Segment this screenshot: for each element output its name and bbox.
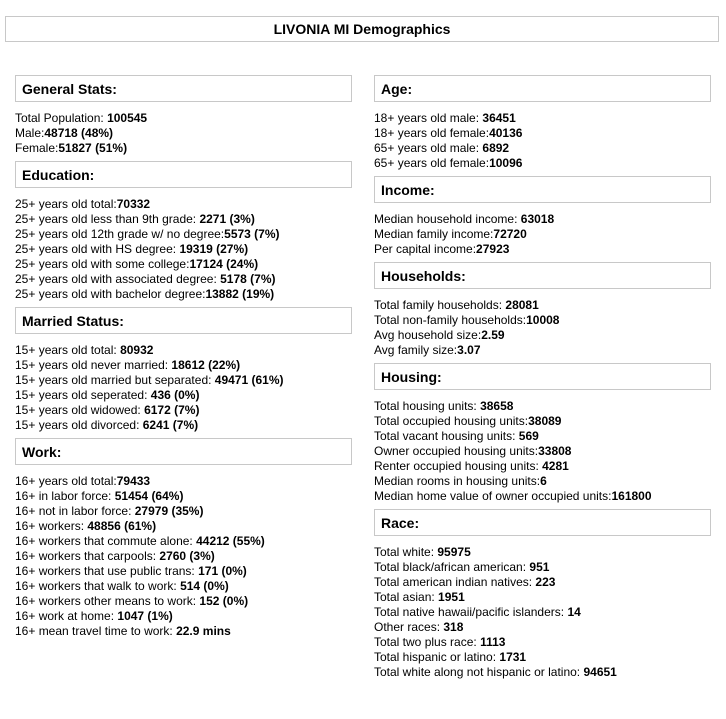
stat-value: 1113 bbox=[480, 635, 506, 649]
stat-line bbox=[374, 545, 711, 560]
stat-value: 40136 bbox=[489, 126, 523, 140]
stat-value: 2.59 bbox=[481, 328, 505, 342]
stat-label: Median household income: bbox=[374, 212, 521, 226]
stat-line bbox=[374, 313, 711, 328]
stat-line bbox=[374, 444, 711, 459]
stat-line bbox=[374, 399, 711, 414]
stat-label: Total white: bbox=[374, 545, 438, 559]
stat-label: Male: bbox=[15, 126, 45, 140]
stat-line bbox=[15, 197, 352, 212]
stat-value: 33808 bbox=[538, 444, 572, 458]
stat-line bbox=[15, 343, 352, 358]
stat-label: 16+ workers other means to work: bbox=[15, 594, 200, 608]
stat-line bbox=[374, 156, 711, 171]
section-heading: Work: bbox=[15, 438, 352, 465]
right-column bbox=[374, 75, 711, 685]
stat-line bbox=[15, 242, 352, 257]
stat-line bbox=[15, 403, 352, 418]
stat-value: 18612 (22%) bbox=[171, 358, 241, 372]
stat-label: 16+ workers that carpools: bbox=[15, 549, 160, 563]
stat-label: Total family households: bbox=[374, 298, 506, 312]
stat-line bbox=[374, 575, 711, 590]
stat-label: Total white along not hispanic or latino: bbox=[374, 665, 584, 679]
stat-label: 25+ years old with associated degree: bbox=[15, 272, 221, 286]
section-heading: Households: bbox=[374, 262, 711, 289]
stat-value: 5573 (7%) bbox=[224, 227, 280, 241]
section-education bbox=[15, 161, 352, 302]
stat-value: 22.9 mins bbox=[176, 624, 231, 638]
stat-label: 16+ work at home: bbox=[15, 609, 118, 623]
section-lines bbox=[15, 474, 352, 639]
stat-value: 6 bbox=[540, 474, 547, 488]
stat-value: 10008 bbox=[526, 313, 560, 327]
section-general-stats bbox=[15, 75, 352, 156]
stat-line bbox=[374, 212, 711, 227]
stat-label: Female: bbox=[15, 141, 59, 155]
stat-value: 48856 (61%) bbox=[87, 519, 157, 533]
section-lines bbox=[15, 111, 352, 156]
stat-value: 27979 (35%) bbox=[134, 504, 204, 518]
stat-label: 16+ in labor force: bbox=[15, 489, 115, 503]
section-lines bbox=[15, 343, 352, 433]
stat-value: 49471 (61%) bbox=[214, 373, 284, 387]
stat-value: 10096 bbox=[489, 156, 523, 170]
section-heading: Education: bbox=[15, 161, 352, 188]
section-lines bbox=[15, 197, 352, 302]
stat-label: Total american indian natives: bbox=[374, 575, 536, 589]
stat-value: 1951 bbox=[438, 590, 465, 604]
stat-value: 70332 bbox=[116, 197, 151, 211]
stat-line bbox=[374, 620, 711, 635]
section-heading: General Stats: bbox=[15, 75, 352, 102]
section-heading: Married Status: bbox=[15, 307, 352, 334]
stat-label: Total housing units: bbox=[374, 399, 481, 413]
section-work bbox=[15, 438, 352, 639]
stat-line bbox=[374, 126, 711, 141]
stat-label: Median home value of owner occupied units: bbox=[374, 489, 612, 503]
stat-line bbox=[374, 665, 711, 680]
section-heading: Age: bbox=[374, 75, 711, 102]
stat-value: 5178 (7%) bbox=[220, 272, 276, 286]
section-race bbox=[374, 509, 711, 680]
stat-label: Total non-family households: bbox=[374, 313, 527, 327]
stat-value: 100545 bbox=[107, 111, 148, 125]
stat-line bbox=[15, 474, 352, 489]
stat-line bbox=[15, 624, 352, 639]
stat-value: 3.07 bbox=[457, 343, 481, 357]
section-heading: Income: bbox=[374, 176, 711, 203]
stat-label: Other races: bbox=[374, 620, 444, 634]
stat-value: 4281 bbox=[542, 459, 569, 473]
section-age bbox=[374, 75, 711, 171]
stat-line bbox=[374, 635, 711, 650]
stat-line bbox=[15, 549, 352, 564]
stat-line bbox=[374, 650, 711, 665]
stat-label: 25+ years old 12th grade w/ no degree: bbox=[15, 227, 225, 241]
stat-line bbox=[374, 227, 711, 242]
stat-label: Renter occupied housing units: bbox=[374, 459, 543, 473]
stat-label: 65+ years old male: bbox=[374, 141, 483, 155]
stat-value: 161800 bbox=[611, 489, 652, 503]
stat-label: 16+ workers that walk to work: bbox=[15, 579, 181, 593]
stat-value: 6241 (7%) bbox=[142, 418, 199, 432]
stat-value: 51454 (64%) bbox=[114, 489, 184, 503]
stat-label: 16+ mean travel time to work: bbox=[15, 624, 177, 638]
stat-label: 25+ years old with some college: bbox=[15, 257, 190, 271]
stat-label: 15+ years old divorced: bbox=[15, 418, 143, 432]
section-income bbox=[374, 176, 711, 257]
stat-label: 15+ years old married but separated: bbox=[15, 373, 215, 387]
stat-label: 65+ years old female: bbox=[374, 156, 490, 170]
stat-label: 18+ years old male: bbox=[374, 111, 483, 125]
stat-line bbox=[15, 534, 352, 549]
stat-line bbox=[374, 141, 711, 156]
stat-label: 15+ years old seperated: bbox=[15, 388, 151, 402]
stat-label: Total hispanic or latino: bbox=[374, 650, 500, 664]
stat-line bbox=[374, 590, 711, 605]
stat-value: 569 bbox=[518, 429, 539, 443]
stat-value: 2271 (3%) bbox=[199, 212, 255, 226]
stat-label: Total Population: bbox=[15, 111, 108, 125]
stat-line bbox=[15, 257, 352, 272]
section-lines bbox=[374, 111, 711, 171]
stat-value: 6892 bbox=[482, 141, 510, 155]
stat-line bbox=[15, 272, 352, 287]
stat-line bbox=[15, 594, 352, 609]
stat-value: 72720 bbox=[493, 227, 527, 241]
stat-line bbox=[15, 287, 352, 302]
stat-line bbox=[374, 459, 711, 474]
stat-value: 44212 (55%) bbox=[196, 534, 265, 548]
stat-value: 13882 (19%) bbox=[205, 287, 275, 301]
section-lines bbox=[374, 545, 711, 680]
section-housing bbox=[374, 363, 711, 504]
stat-line bbox=[15, 358, 352, 373]
stat-line bbox=[15, 141, 352, 156]
stat-line bbox=[374, 474, 711, 489]
stat-value: 514 (0%) bbox=[180, 579, 229, 593]
stat-value: 63018 bbox=[520, 212, 555, 226]
section-heading: Housing: bbox=[374, 363, 711, 390]
stat-line bbox=[15, 418, 352, 433]
section-married-status bbox=[15, 307, 352, 433]
stat-value: 152 (0%) bbox=[199, 594, 249, 608]
stat-value: 51827 (51%) bbox=[58, 141, 128, 155]
stat-label: Per capital income: bbox=[374, 242, 477, 256]
stat-value: 951 bbox=[529, 560, 550, 574]
stat-label: 25+ years old total: bbox=[15, 197, 117, 211]
stat-label: Total occupied housing units: bbox=[374, 414, 529, 428]
stat-value: 36451 bbox=[482, 111, 516, 125]
stat-label: Owner occupied housing units: bbox=[374, 444, 539, 458]
stat-line bbox=[374, 429, 711, 444]
stat-value: 38089 bbox=[528, 414, 562, 428]
stat-label: Median family income: bbox=[374, 227, 494, 241]
stat-line bbox=[374, 343, 711, 358]
section-lines bbox=[374, 212, 711, 257]
stat-label: 15+ years old never married: bbox=[15, 358, 172, 372]
stat-line bbox=[374, 111, 711, 126]
stat-label: 16+ years old total: bbox=[15, 474, 117, 488]
stat-label: 15+ years old widowed: bbox=[15, 403, 145, 417]
stat-value: 94651 bbox=[583, 665, 617, 679]
stat-line bbox=[15, 504, 352, 519]
stat-line bbox=[15, 126, 352, 141]
stat-line bbox=[15, 489, 352, 504]
stat-label: 18+ years old female: bbox=[374, 126, 490, 140]
stat-line bbox=[15, 609, 352, 624]
stat-label: Avg family size: bbox=[374, 343, 458, 357]
stat-value: 28081 bbox=[505, 298, 539, 312]
stat-line bbox=[15, 373, 352, 388]
stat-label: 25+ years old with HS degree: bbox=[15, 242, 180, 256]
stat-value: 318 bbox=[443, 620, 464, 634]
stat-line bbox=[15, 519, 352, 534]
stat-label: 25+ years old with bachelor degree: bbox=[15, 287, 206, 301]
section-lines bbox=[374, 298, 711, 358]
stat-line bbox=[15, 212, 352, 227]
stat-label: 16+ workers that commute alone: bbox=[15, 534, 197, 548]
stat-value: 6172 (7%) bbox=[144, 403, 200, 417]
stat-label: Total asian: bbox=[374, 590, 439, 604]
stat-value: 95975 bbox=[437, 545, 471, 559]
stat-line bbox=[374, 560, 711, 575]
stat-value: 79433 bbox=[116, 474, 151, 488]
stat-value: 223 bbox=[535, 575, 556, 589]
section-lines bbox=[374, 399, 711, 504]
stat-label: Total native hawaii/pacific islanders: bbox=[374, 605, 568, 619]
stat-line bbox=[374, 605, 711, 620]
stat-line bbox=[374, 489, 711, 504]
left-column bbox=[15, 75, 352, 644]
stat-label: 15+ years old total: bbox=[15, 343, 121, 357]
stat-line bbox=[374, 242, 711, 257]
stat-label: Avg household size: bbox=[374, 328, 482, 342]
stat-line bbox=[374, 328, 711, 343]
stat-value: 38658 bbox=[480, 399, 514, 413]
stat-value: 80932 bbox=[120, 343, 154, 357]
stat-line bbox=[15, 227, 352, 242]
stat-value: 436 (0%) bbox=[150, 388, 200, 402]
section-heading: Race: bbox=[374, 509, 711, 536]
stat-label: 25+ years old less than 9th grade: bbox=[15, 212, 200, 226]
stat-value: 14 bbox=[567, 605, 581, 619]
stat-value: 2760 (3%) bbox=[159, 549, 215, 563]
stat-value: 1047 (1%) bbox=[117, 609, 173, 623]
stat-line bbox=[15, 564, 352, 579]
stat-value: 19319 (27%) bbox=[179, 242, 249, 256]
stat-value: 171 (0%) bbox=[198, 564, 247, 578]
stat-value: 1731 bbox=[499, 650, 527, 664]
stat-line bbox=[374, 414, 711, 429]
section-households bbox=[374, 262, 711, 358]
stat-value: 17124 (24%) bbox=[189, 257, 259, 271]
stat-line bbox=[15, 388, 352, 403]
stat-label: 16+ not in labor force: bbox=[15, 504, 135, 518]
stat-label: Total vacant housing units: bbox=[374, 429, 519, 443]
page-title: LIVONIA MI Demographics bbox=[5, 16, 719, 42]
stat-label: 16+ workers: bbox=[15, 519, 88, 533]
stat-label: Median rooms in housing units: bbox=[374, 474, 541, 488]
stat-value: 48718 (48%) bbox=[44, 126, 114, 140]
stat-line bbox=[15, 111, 352, 126]
stat-value: 27923 bbox=[476, 242, 510, 256]
stat-label: 16+ workers that use public trans: bbox=[15, 564, 199, 578]
stat-label: Total black/african american: bbox=[374, 560, 530, 574]
stat-line bbox=[374, 298, 711, 313]
stat-line bbox=[15, 579, 352, 594]
stat-label: Total two plus race: bbox=[374, 635, 481, 649]
